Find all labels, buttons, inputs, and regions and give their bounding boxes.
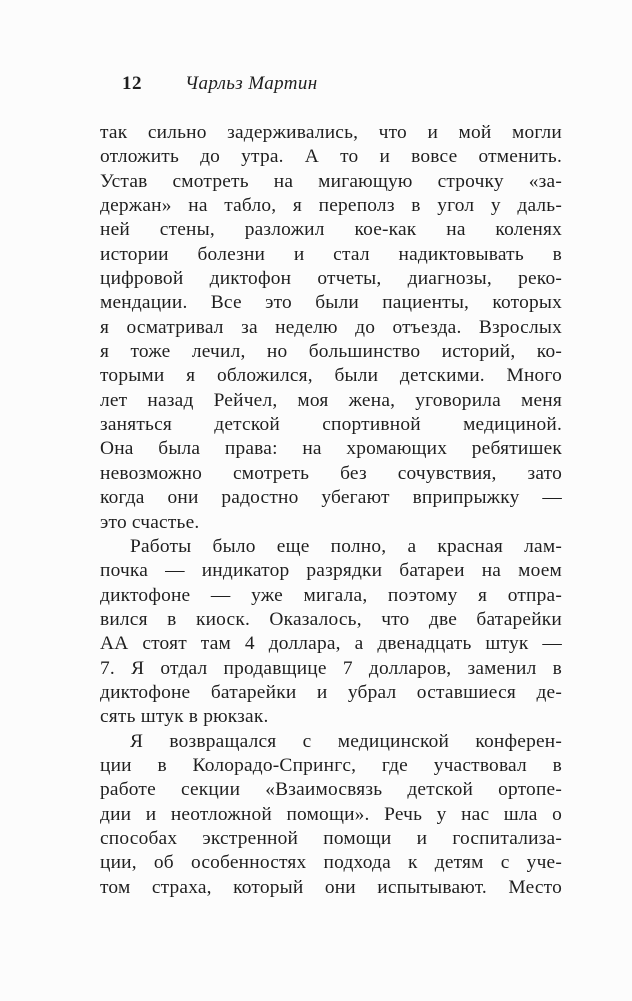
- text-line: Устав смотреть на мигающую строчку «за-: [100, 170, 562, 192]
- text-line: ней стены, разложил кое-как на коленях: [100, 219, 562, 241]
- text-line: я осматривал за неделю до отъезда. Взрослых: [100, 316, 562, 338]
- text-line: том страха, который они испытывают. Место: [100, 876, 562, 898]
- text-line: 7. Я отдал продавщице 7 долларов, заменил в: [100, 657, 562, 679]
- text-line: когда они радостно убегают вприпрыжку —: [100, 487, 562, 509]
- text-line: Она была права: на хромающих ребятишек: [100, 438, 562, 460]
- text-line: невозможно смотреть без сочувствия, зато: [100, 462, 562, 484]
- text-line: так сильно задерживались, что и мой могли: [100, 122, 562, 143]
- text-line-paragraph-start: Работы было еще полно, а красная лам-: [130, 535, 562, 557]
- text-line: я тоже лечил, но большинство историй, ко-: [100, 341, 562, 363]
- text-line: торыми я обложился, были детскими. Много: [100, 365, 562, 387]
- text-line: диктофоне батарейки и убрал оставшиеся де-: [100, 681, 562, 703]
- text-line-paragraph-end: сять штук в рюкзак.: [100, 706, 269, 728]
- text-line: цифровой диктофон отчеты, диагнозы, реко-: [100, 268, 562, 290]
- text-line: диктофоне — уже мигала, поэтому я отпра-: [100, 584, 562, 606]
- text-line: держан» на табло, я переполз в угол у даль-: [100, 195, 562, 217]
- text-line: АА стоят там 4 доллара, а двенадцать штук —: [100, 633, 562, 655]
- text-line: почка — индикатор разрядки батареи на моем: [100, 560, 562, 582]
- text-line: ции, об особенностях подхода к детям с уче-: [100, 852, 562, 874]
- running-title: Чарльз Мартин: [185, 73, 318, 94]
- text-line-paragraph-start: Я возвращался с медицинской конферен-: [130, 730, 562, 752]
- text-line: мендации. Все это были пациенты, которых: [100, 292, 562, 314]
- text-line: лет назад Рейчел, моя жена, уговорила меня: [100, 389, 562, 411]
- text-line-paragraph-end: это счастье.: [100, 511, 200, 533]
- text-line: ции в Колорадо-Спрингс, где участвовал в: [100, 754, 562, 776]
- text-line: работе секции «Взаимосвязь детской ортопе-: [100, 779, 562, 801]
- page-header: [100, 72, 562, 96]
- text-line: дии и неотложной помощи». Речь у нас шла о: [100, 803, 562, 825]
- text-line: заняться детской спортивной медициной.: [100, 414, 562, 436]
- text-line: вился в киоск. Оказалось, что две батарейки: [100, 608, 562, 630]
- text-line: способах экстренной помощи и госпитализа-: [100, 827, 562, 849]
- page-text: [100, 121, 562, 900]
- text-line: отложить до утра. А то и вовсе отменить.: [100, 146, 562, 168]
- page-number: 12: [122, 73, 142, 94]
- text-line: истории болезни и стал надиктовывать в: [100, 243, 562, 265]
